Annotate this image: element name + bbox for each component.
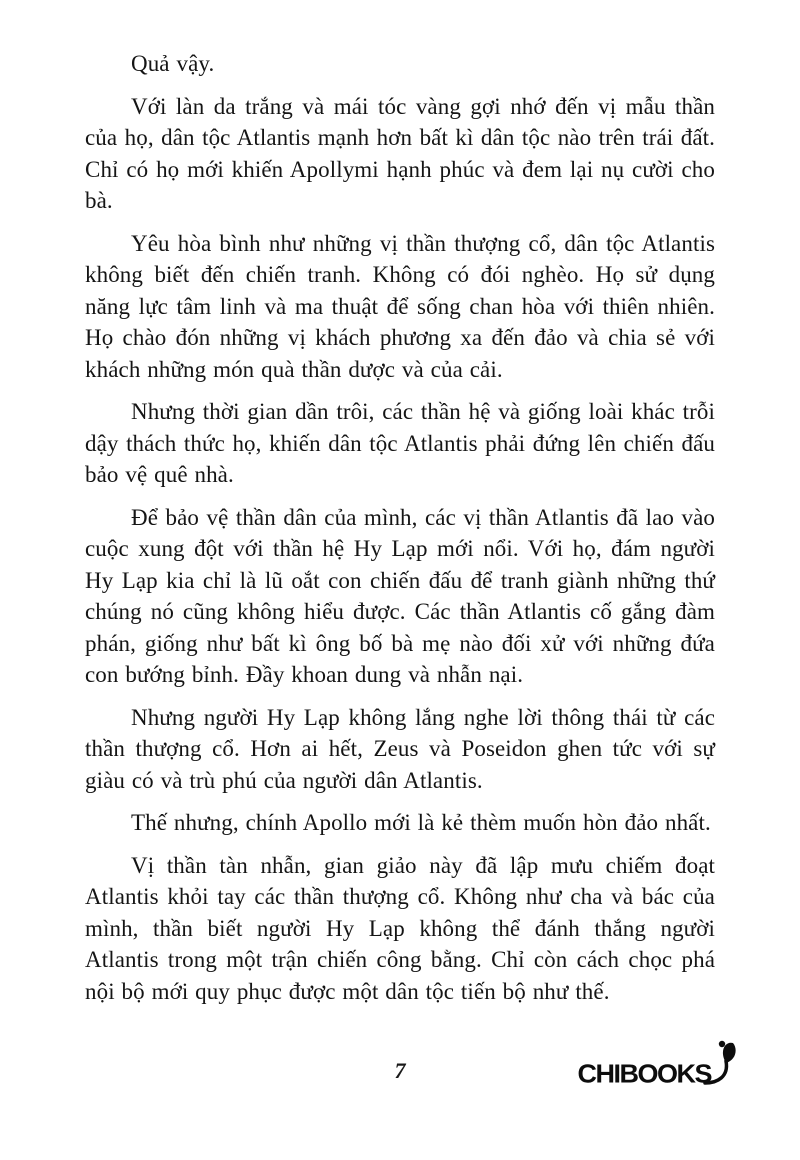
body-text-paragraph: Quả vậy. — [131, 51, 215, 76]
body-text-paragraph: Nhưng thời gian dần trôi, các thần hệ và giống loài khác trỗi dậy thách thức họ, khiến dân tộc Atlantis phải đứng lên chiến đấu bảo vệ quê nhà. — [85, 399, 715, 487]
body-text-block — [85, 48, 715, 1018]
body-text-paragraph: Với làn da trắng và mái tóc vàng gợi nhớ đến vị mẫu thần của họ, dân tộc Atlantis mạnh hơn bất kì dân tộc nào trên trái đất. Chỉ có họ mới khiến Apollymi hạnh phúc và đem lại nụ cười cho bà. — [85, 93, 715, 213]
body-text-paragraph: Yêu hòa bình như những vị thần thượng cổ, dân tộc Atlantis không biết đến chiến tranh. Không có đói nghèo. Họ sử dụng năng lực tâm linh và ma thuật để sống chan hòa với thiên nhiên. Họ chào đón những vị khách phương xa đến đảo và chia sẻ với khách những món quà thần dược và của cải. — [85, 230, 715, 382]
body-text-paragraph: Thế nhưng, chính Apollo mới là kẻ thèm muốn hòn đảo nhất. — [131, 810, 711, 835]
publisher-logo-text: CHIBOOKS — [577, 1059, 711, 1088]
body-text-paragraph: Vị thần tàn nhẫn, gian giảo này đã lập mưu chiếm đoạt Atlantis khỏi tay các thần thượng cổ. Không như cha và bác của mình, thần biết người Hy Lạp không thể đánh thắng người Atlantis trong một trận chiến công bằng. Chỉ còn cách chọc phá nội bộ mới quy phục được một dân tộc tiến bộ như thế. — [85, 852, 715, 1004]
body-text-paragraph: Nhưng người Hy Lạp không lắng nghe lời thông thái từ các thần thượng cổ. Hơn ai hết, Zeus và Poseidon ghen tức với sự giàu có và trù phú của người dân Atlantis. — [85, 704, 715, 793]
page-number: 7 — [394, 1058, 406, 1083]
publisher-logo — [577, 1048, 737, 1100]
body-text-paragraph: Để bảo vệ thần dân của mình, các vị thần Atlantis đã lao vào cuộc xung đột với thần hệ Hy Lạp mới nổi. Với họ, đám người Hy Lạp kia chỉ là lũ oắt con chiến đấu để tranh giành những thứ chúng nó cũng không hiểu được. Các thần Atlantis cố gắng đàm phán, giống như bất kì ông bố bà mẹ nào đối xử với những đứa con bướng bỉnh. Đầy khoan dung và nhẫn nại. — [85, 504, 715, 687]
page-footer — [85, 1048, 715, 1108]
